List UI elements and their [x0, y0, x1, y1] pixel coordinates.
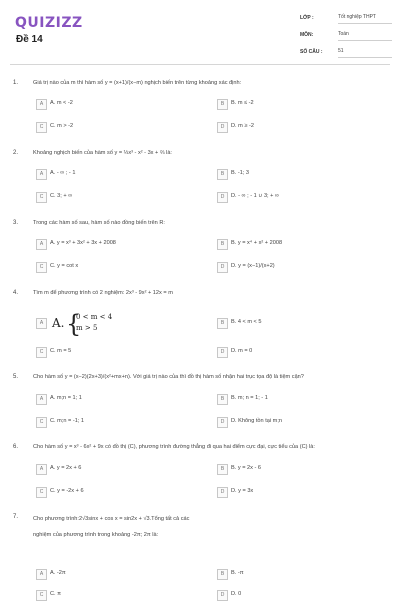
option-text: D. Không tồn tại m;n: [231, 418, 282, 424]
option-d[interactable]: [217, 487, 377, 498]
question-text: Khoảng nghịch biến của hàm số y = ⅓x³ - x² - 3x + ⅔ là:: [33, 150, 172, 156]
doc-title: Đề 14: [16, 34, 43, 45]
option-letter: B: [217, 569, 228, 580]
option-text: B. -1; 3: [231, 170, 250, 176]
option-b[interactable]: [217, 569, 377, 580]
question-number: 2.: [13, 150, 19, 156]
option-letter: A: [36, 394, 47, 405]
meta-row-class: [300, 12, 392, 27]
option-d[interactable]: [217, 347, 377, 358]
question-text: Cho hàm số y = (x−2)(2x+3)/(x²+mx+n). Với giá trị nào của thì đồ thị hàm số nhận hai trục tọa độ là tiệm cận?: [33, 374, 304, 380]
option-d[interactable]: [217, 417, 377, 428]
meta-value: Tốt nghiệp THPT: [338, 14, 392, 24]
option-letter: D: [217, 262, 228, 273]
option-letter: A: [36, 318, 47, 329]
option-a[interactable]: [36, 99, 196, 110]
option-letter: C: [36, 487, 47, 498]
option-letter: A: [36, 169, 47, 180]
option-letter: D: [217, 347, 228, 358]
worksheet-header: [0, 0, 400, 70]
question-text: Trong các hàm số sau, hàm số nào đồng biến trên R:: [33, 220, 165, 226]
option-b[interactable]: [217, 464, 377, 475]
option-text: A. m;n = 1; 1: [50, 395, 82, 401]
meta-value: 51: [338, 48, 392, 58]
meta-value: Toán: [338, 31, 392, 41]
header-divider: [10, 64, 390, 65]
option-b[interactable]: [217, 99, 377, 110]
question-number: 4.: [13, 290, 19, 296]
option-a[interactable]: [36, 394, 196, 405]
option-a[interactable]: [36, 464, 196, 475]
option-text: B. m; n = 1; - 1: [231, 395, 268, 401]
option-text: D. y = 3x: [231, 488, 254, 494]
option-text: C. y = cot x: [50, 263, 79, 269]
option-text: B. -π: [231, 570, 244, 576]
option-letter: C: [36, 590, 47, 601]
option-text: C. π: [50, 591, 62, 597]
option-c[interactable]: [36, 590, 196, 601]
option-letter: C: [36, 122, 47, 133]
option-letter: B: [217, 99, 228, 110]
option-c[interactable]: [36, 192, 196, 203]
option-letter: B: [217, 318, 228, 329]
option-text: B. m ≤ -2: [231, 100, 254, 106]
option-text: D. 0: [231, 591, 242, 597]
option-text: C. m = 5: [50, 348, 72, 354]
option-c[interactable]: [36, 487, 196, 498]
option-c[interactable]: [36, 417, 196, 428]
question-number: 1.: [13, 80, 19, 86]
condition-line: 0 < m < 4: [76, 313, 113, 321]
question-number: 7.: [13, 514, 19, 520]
option-text: B. y = x⁴ + x² + 2008: [231, 240, 283, 246]
option-b[interactable]: [217, 239, 377, 250]
option-letter: D: [217, 122, 228, 133]
option-letter: C: [36, 262, 47, 273]
option-text: A. - ∞ ; - 1: [50, 170, 76, 176]
option-letter: C: [36, 417, 47, 428]
option-letter: D: [217, 590, 228, 601]
meta-label: MÔN:: [300, 32, 314, 38]
brace-conditions: [76, 312, 112, 334]
option-letter: C: [36, 192, 47, 203]
option-text: A. y = x³ + 3x² + 3x + 2008: [50, 240, 116, 246]
option-c[interactable]: [36, 122, 196, 133]
option-text: D. y = (x−1)/(x+2): [231, 263, 275, 269]
option-text: D. m = 0: [231, 348, 253, 354]
quizizz-logo: QUIZIZZ: [15, 15, 83, 31]
option-text: A. m < -2: [50, 100, 73, 106]
option-text: C. m > -2: [50, 123, 74, 129]
option-d[interactable]: [217, 122, 377, 133]
option-letter: B: [217, 169, 228, 180]
option-text: A.: [52, 316, 65, 330]
question-text: Tìm m để phương trình có 2 nghiệm: 2x³ - 9x² + 12x = m: [33, 290, 173, 296]
option-b[interactable]: [217, 318, 377, 329]
question-text: Giá trị nào của m thì hàm số y = (x+1)/(x−m) nghịch biến trên từng khoảng xác định:: [33, 80, 242, 86]
option-a[interactable]: [36, 310, 196, 348]
option-a[interactable]: [36, 239, 196, 250]
option-d[interactable]: [217, 590, 377, 601]
option-text: B. 4 < m < 5: [231, 319, 262, 325]
option-letter: A: [36, 464, 47, 475]
condition-line: m > 5: [76, 324, 98, 332]
option-text: B. y = 2x - 6: [231, 465, 262, 471]
option-text: D. - ∞ ; - 1 ∪ 3; + ∞: [231, 193, 279, 199]
option-c[interactable]: [36, 347, 196, 358]
option-letter: D: [217, 417, 228, 428]
option-letter: A: [36, 99, 47, 110]
option-letter: C: [36, 347, 47, 358]
question-text: Cho phương trình:2√3sinx + cos x = sin2x + √3.Tổng tất cả các nghiệm của phương trình trong khoảng -2π; 2π là:: [33, 516, 190, 538]
brace-glyph: {: [66, 310, 82, 338]
option-letter: D: [217, 192, 228, 203]
meta-row-subject: [300, 29, 392, 44]
option-d[interactable]: [217, 262, 377, 273]
option-text: D. m ≥ -2: [231, 123, 254, 129]
option-text: C. m;n = -1; 1: [50, 418, 85, 424]
meta-row-count: [300, 46, 392, 61]
option-letter: A: [36, 239, 47, 250]
question-number: 5.: [13, 374, 19, 380]
option-a[interactable]: [36, 169, 196, 180]
question-number: 3.: [13, 220, 19, 226]
option-b[interactable]: [217, 394, 377, 405]
option-a[interactable]: [36, 569, 196, 580]
option-c[interactable]: [36, 262, 196, 273]
option-text: A. -2π: [50, 570, 66, 576]
option-letter: B: [217, 239, 228, 250]
option-text: A. y = 2x + 6: [50, 465, 82, 471]
option-letter: B: [217, 394, 228, 405]
option-letter: B: [217, 464, 228, 475]
option-text: C. y = -2x + 6: [50, 488, 84, 494]
option-letter: A: [36, 569, 47, 580]
meta-label: LỚP :: [300, 15, 314, 21]
question-text: Cho hàm số y = x³ - 6x² + 9x có đồ thị (C), phương trình đường thẳng đi qua hai điểm cực đại, cực tiểu của (C) là:: [33, 444, 315, 450]
meta-fields: [300, 12, 392, 63]
option-b[interactable]: [217, 169, 377, 180]
option-text: C. 3; + ∞: [50, 193, 73, 199]
option-letter: D: [217, 487, 228, 498]
meta-label: SỐ CÂU :: [300, 49, 323, 55]
question-number: 6.: [13, 444, 19, 450]
option-d[interactable]: [217, 192, 377, 203]
